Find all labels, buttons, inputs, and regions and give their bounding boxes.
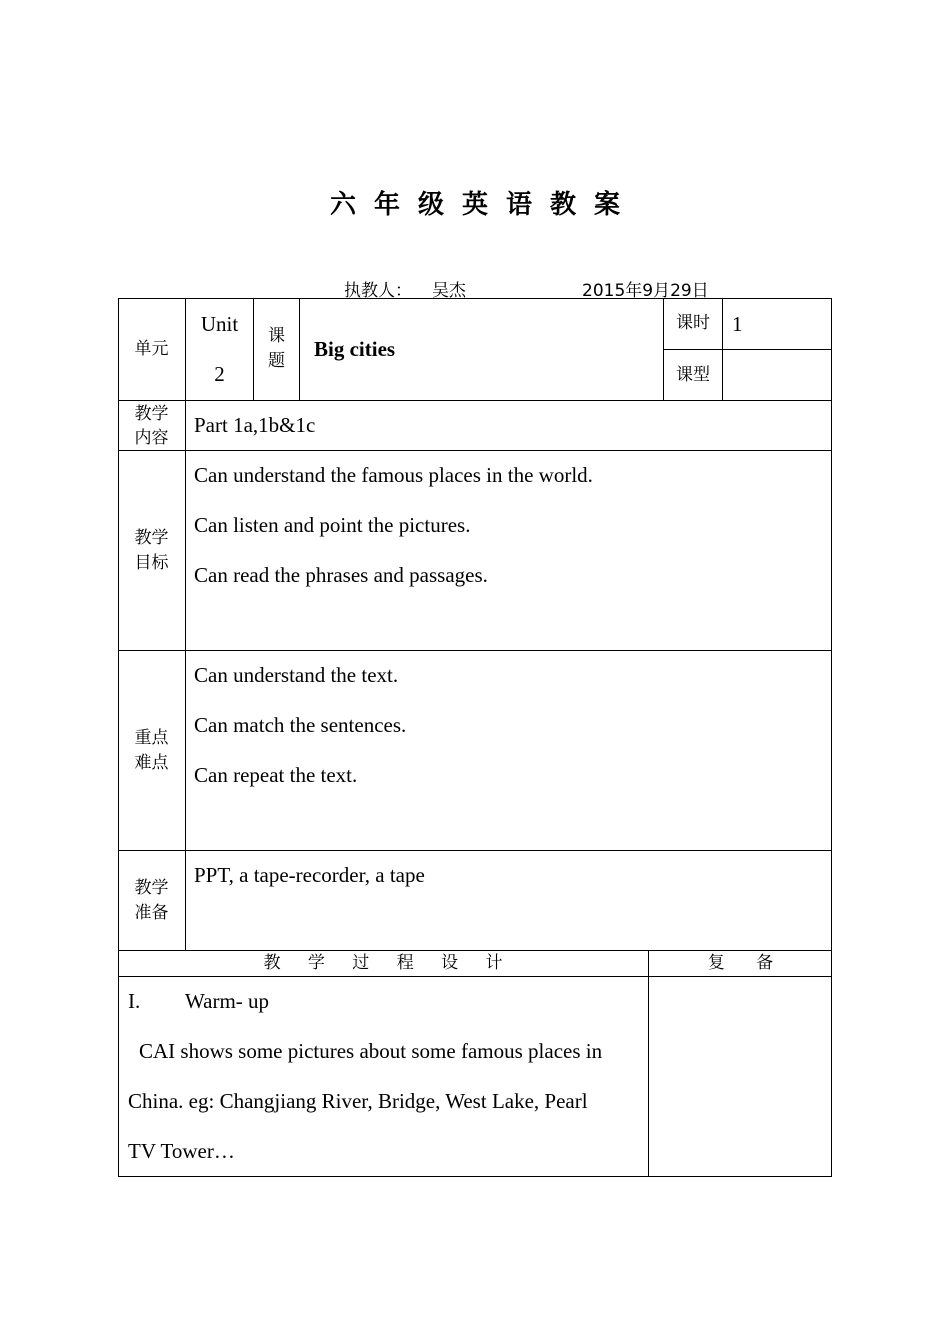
goals-label-line-1: 教学 xyxy=(134,527,169,548)
key-points-label xyxy=(118,651,185,850)
period-label: 课时 xyxy=(676,313,710,333)
row-divider xyxy=(118,400,832,401)
prep-label xyxy=(118,851,185,950)
unit-number: 2 xyxy=(214,362,225,386)
content-label-line-1: 教学 xyxy=(134,403,169,424)
date-text: 2015年9月29日 xyxy=(582,281,709,301)
key-point-item: Can match the sentences. xyxy=(194,713,407,737)
teacher-name: 吴杰 xyxy=(432,281,466,301)
row-divider xyxy=(118,450,832,451)
key-label-line-2: 难点 xyxy=(134,752,169,773)
content-value: Part 1a,1b&1c xyxy=(194,413,316,437)
process-step-title: Warm- up xyxy=(185,989,270,1013)
unit-word: Unit xyxy=(200,312,239,336)
unit-label: 单元 xyxy=(134,338,169,359)
column-divider xyxy=(648,950,649,1177)
row-divider xyxy=(118,976,832,977)
prep-label-line-1: 教学 xyxy=(134,877,169,898)
key-point-item: Can understand the text. xyxy=(194,663,399,687)
goals-label-line-2: 目标 xyxy=(134,552,169,573)
review-header: 复 备 xyxy=(707,953,774,973)
page-title: 六年级英语教案 xyxy=(329,190,638,220)
goal-item: Can read the phrases and passages. xyxy=(194,563,488,587)
key-label-line-1: 重点 xyxy=(134,727,169,748)
process-numeral: I. xyxy=(128,989,141,1013)
topic-label-line-2: 题 xyxy=(268,351,285,371)
process-header: 教 学 过 程 设 计 xyxy=(263,953,503,973)
column-divider xyxy=(185,298,186,950)
goals-label xyxy=(118,451,185,650)
prep-label-line-2: 准备 xyxy=(134,902,169,923)
content-label xyxy=(118,401,185,450)
row-divider xyxy=(118,850,832,851)
process-line: CAI shows some pictures about some famous places in xyxy=(139,1039,603,1063)
goal-item: Can understand the famous places in the world. xyxy=(194,463,593,487)
period-value: 1 xyxy=(732,312,743,336)
process-line: TV Tower… xyxy=(128,1139,235,1163)
topic-value: Big cities xyxy=(314,337,396,361)
content-label-line-2: 内容 xyxy=(134,427,169,448)
goal-item: Can listen and point the pictures. xyxy=(194,513,471,537)
row-divider xyxy=(118,650,832,651)
teacher-label: 执教人： xyxy=(344,281,412,301)
process-line: China. eg: Changjiang River, Bridge, West Lake, Pearl xyxy=(128,1089,588,1113)
column-divider xyxy=(299,298,300,400)
topic-label-line-1: 课 xyxy=(268,326,285,346)
prep-value: PPT, a tape-recorder, a tape xyxy=(194,863,425,887)
topic-label xyxy=(254,298,299,400)
type-label: 课型 xyxy=(676,364,710,385)
key-point-item: Can repeat the text. xyxy=(194,763,358,787)
